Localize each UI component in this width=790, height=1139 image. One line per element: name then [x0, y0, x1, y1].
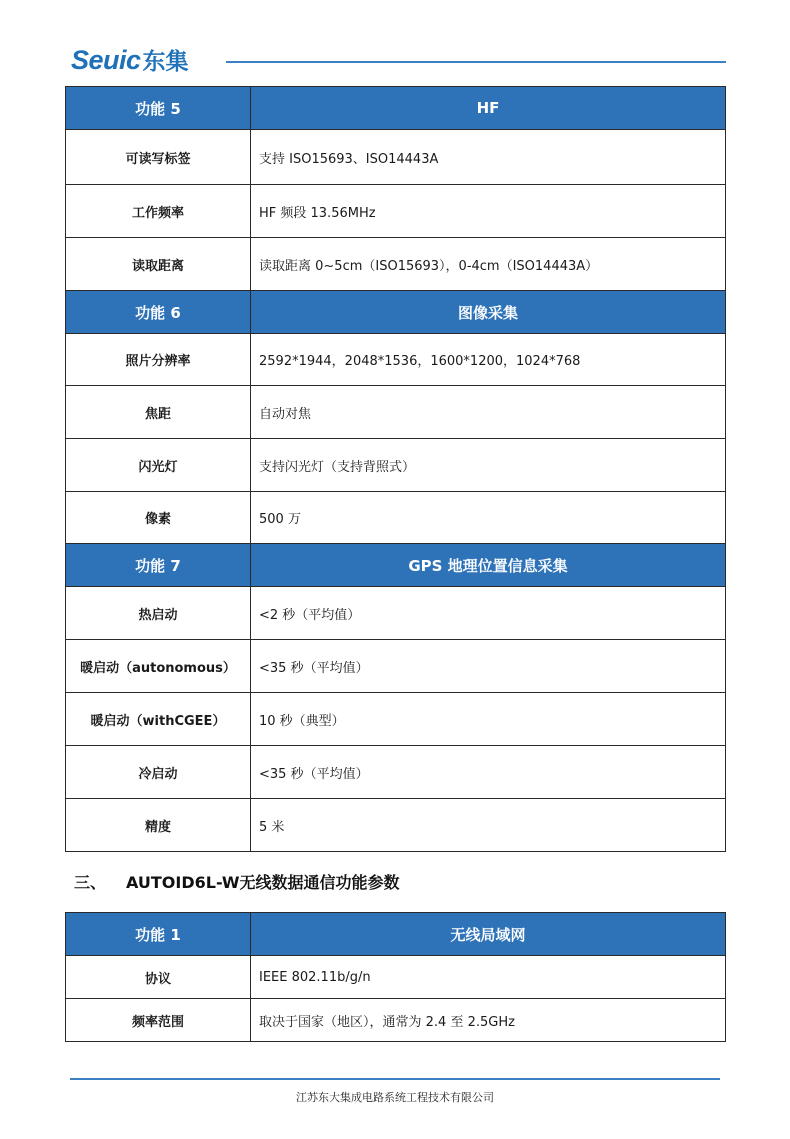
table-row — [66, 439, 726, 492]
footer-company: 江苏东大集成电路系统工程技术有限公司 — [296, 1091, 494, 1104]
row-label: 冷启动 — [66, 746, 251, 799]
row-value: 支持闪光灯（支持背照式） — [251, 439, 726, 492]
table-row — [66, 130, 726, 185]
row-label: 焦距 — [66, 386, 251, 439]
group-label: 功能 6 — [66, 291, 251, 334]
row-label: 工作频率 — [66, 185, 251, 238]
group-title: 无线局域网 — [251, 913, 726, 956]
row-value: 500 万 — [251, 492, 726, 544]
row-label: 像素 — [66, 492, 251, 544]
group-label: 功能 5 — [66, 87, 251, 130]
row-value: HF 频段 13.56MHz — [251, 185, 726, 238]
table-row — [66, 587, 726, 640]
logo-text-en: Seuic — [71, 45, 141, 75]
row-label: 暖启动（withCGEE） — [66, 693, 251, 746]
row-value: IEEE 802.11b/g/n — [251, 956, 726, 999]
row-value: <35 秒（平均值） — [251, 746, 726, 799]
group-label: 功能 1 — [66, 913, 251, 956]
row-label: 协议 — [66, 956, 251, 999]
section-heading — [74, 870, 400, 893]
table-row — [66, 492, 726, 544]
group-title: HF — [251, 87, 726, 130]
row-value: 读取距离 0~5cm（ISO15693），0-4cm（ISO14443A） — [251, 238, 726, 291]
table-row — [66, 185, 726, 238]
table-row — [66, 334, 726, 386]
row-value: 10 秒（典型） — [251, 693, 726, 746]
table-row — [66, 693, 726, 746]
row-label: 照片分辨率 — [66, 334, 251, 386]
group-title: 图像采集 — [251, 291, 726, 334]
logo-text-cn: 东集 — [142, 49, 189, 75]
group-header-row — [66, 291, 726, 334]
row-label: 可读写标签 — [66, 130, 251, 185]
footer-divider — [70, 1078, 720, 1080]
group-header-row — [66, 913, 726, 956]
row-label: 读取距离 — [66, 238, 251, 291]
section-title-text: AUTOID6L-W无线数据通信功能参数 — [126, 873, 400, 892]
header-divider — [226, 61, 726, 63]
group-label: 功能 7 — [66, 544, 251, 587]
row-value: 取决于国家（地区），通常为 2.4 至 2.5GHz — [251, 999, 726, 1042]
group-header-row — [66, 87, 726, 130]
table-row — [66, 799, 726, 852]
row-value: 支持 ISO15693、ISO14443A — [251, 130, 726, 185]
row-label: 热启动 — [66, 587, 251, 640]
table-row — [66, 746, 726, 799]
row-value: 2592*1944，2048*1536，1600*1200，1024*768 — [251, 334, 726, 386]
row-value: <35 秒（平均值） — [251, 640, 726, 693]
table-row — [66, 640, 726, 693]
group-header-row — [66, 544, 726, 587]
group-title: GPS 地理位置信息采集 — [251, 544, 726, 587]
row-label: 精度 — [66, 799, 251, 852]
table-row — [66, 999, 726, 1042]
section-number: 三、 — [74, 873, 107, 892]
table-row — [66, 956, 726, 999]
row-value: <2 秒（平均值） — [251, 587, 726, 640]
table-row — [66, 386, 726, 439]
company-logo — [71, 43, 189, 77]
row-value: 5 米 — [251, 799, 726, 852]
spec-table-2 — [65, 912, 726, 1042]
row-label: 闪光灯 — [66, 439, 251, 492]
spec-table-1 — [65, 86, 726, 852]
row-label: 暖启动（autonomous） — [66, 640, 251, 693]
row-value: 自动对焦 — [251, 386, 726, 439]
table-row — [66, 238, 726, 291]
page-header — [66, 40, 726, 80]
row-label: 频率范围 — [66, 999, 251, 1042]
